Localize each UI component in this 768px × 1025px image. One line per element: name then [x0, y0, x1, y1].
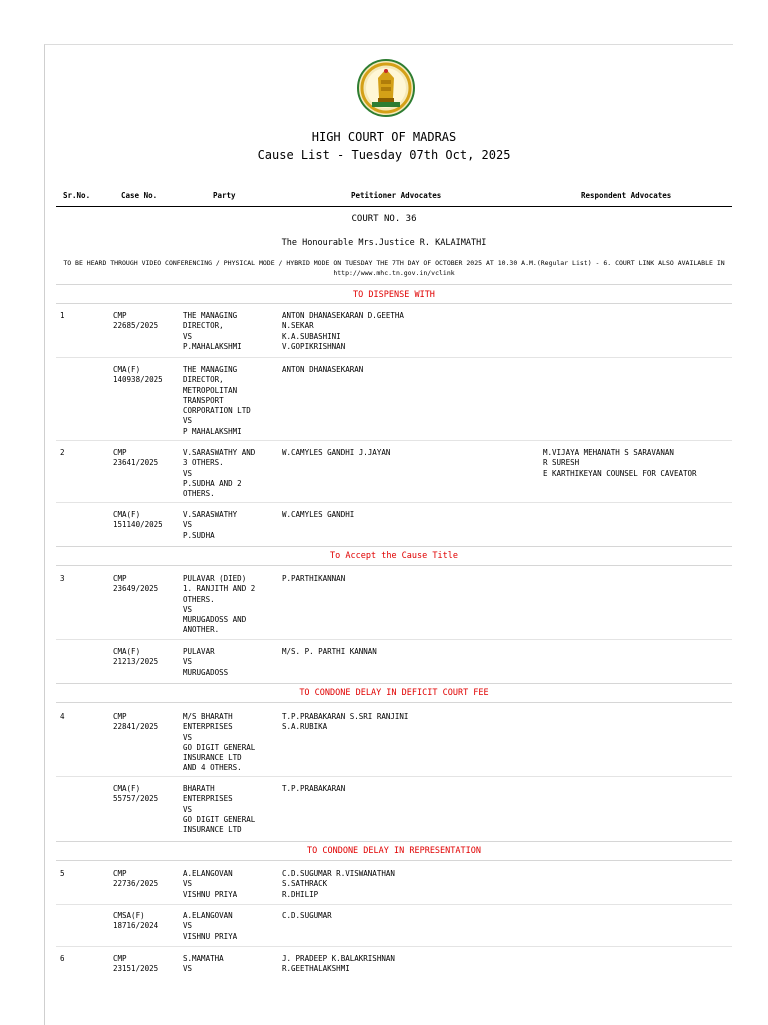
- section-divider: [56, 303, 732, 304]
- row-divider: [56, 440, 732, 441]
- case-number: CMA(F) 140938/2025: [113, 365, 163, 385]
- case-petitioner-advocates: T.P.PRABAKARAN S.SRI RANJINI S.A.RUBIKA: [282, 712, 409, 732]
- column-header-petitioner-advocates: Petitioner Advocates: [351, 191, 442, 200]
- cause-list-title: Cause List - Tuesday 07th Oct, 2025: [257, 148, 511, 162]
- case-petitioner-advocates: ANTON DHANASEKARAN: [282, 365, 364, 374]
- case-number: CMP 23151/2025: [113, 954, 159, 974]
- case-number: CMP 22685/2025: [113, 311, 159, 331]
- case-petitioner-advocates: M/S. P. PARTHI KANNAN: [282, 647, 377, 656]
- case-petitioner-advocates: P.PARTHIKANNAN: [282, 574, 346, 583]
- row-divider: [56, 357, 732, 358]
- case-number: CMA(F) 21213/2025: [113, 647, 159, 667]
- case-party: A.ELANGOVAN VS VISHNU PRIYA: [183, 911, 238, 941]
- case-petitioner-advocates: ANTON DHANASEKARAN D.GEETHA N.SEKAR K.A.SUBASHINI V.GOPIKRISHNAN: [282, 311, 404, 351]
- case-party: V.SARASWATHY AND 3 OTHERS. VS P.SUDHA AND 2 OTHERS.: [183, 448, 256, 499]
- court-number: COURT NO. 36: [351, 214, 417, 224]
- row-divider: [56, 946, 732, 947]
- case-number: CMP 23641/2025: [113, 448, 159, 468]
- case-number: CMP 22736/2025: [113, 869, 159, 889]
- section-title-deficit-court-fee: TO CONDONE DELAY IN DEFICIT COURT FEE: [299, 688, 489, 698]
- court-name: HIGH COURT OF MADRAS: [311, 130, 457, 144]
- case-number: CMP 23649/2025: [113, 574, 159, 594]
- case-party: BHARATH ENTERPRISES VS GO DIGIT GENERAL INSURANCE LTD: [183, 784, 256, 835]
- column-header-case-no: Case No.: [121, 191, 158, 200]
- row-divider: [56, 639, 732, 640]
- case-sr-no: 4: [60, 712, 65, 721]
- case-number: CMP 22841/2025: [113, 712, 159, 732]
- case-sr-no: 3: [60, 574, 65, 583]
- case-party: PULAVAR VS MURUGADOSS: [183, 647, 229, 677]
- case-party: V.SARASWATHY VS P.SUDHA: [183, 510, 238, 540]
- section-divider: [56, 546, 732, 547]
- case-number: CMA(F) 151140/2025: [113, 510, 163, 530]
- section-title-dispense: TO DISPENSE WITH: [353, 290, 435, 300]
- case-party: A.ELANGOVAN VS VISHNU PRIYA: [183, 869, 238, 899]
- judge-name: The Honourable Mrs.Justice R. KALAIMATHI: [281, 238, 487, 248]
- case-petitioner-advocates: T.P.PRABAKARAN: [282, 784, 346, 793]
- case-petitioner-advocates: C.D.SUGUMAR: [282, 911, 332, 920]
- case-party: THE MANAGING DIRECTOR, VS P.MAHALAKSHMI: [183, 311, 242, 351]
- column-header-respondent-advocates: Respondent Advocates: [581, 191, 672, 200]
- section-divider: [56, 284, 732, 285]
- column-header-party: Party: [213, 191, 236, 200]
- case-respondent-advocates: M.VIJAYA MEHANATH S SARAVANAN R SURESH E KARTHIKEYAN COUNSEL FOR CAVEATOR: [543, 448, 697, 478]
- row-divider: [56, 502, 732, 503]
- section-title-cause-title: To Accept the Cause Title: [330, 551, 458, 561]
- case-sr-no: 1: [60, 311, 65, 320]
- case-petitioner-advocates: W.CAMYLES GANDHI J.JAYAN: [282, 448, 391, 457]
- case-petitioner-advocates: W.CAMYLES GANDHI: [282, 510, 355, 519]
- vc-notice: TO BE HEARD THROUGH VIDEO CONFERENCING / PHYSICAL MODE / HYBRID MODE ON TUESDAY THE 7TH DAY OF OCTOBER 2025 AT 10.30 A.M.(Regular List) - 6. COURT LINK ALSO AVAILABLE IN http://www.mhc.tn.gov.in/vclink: [63, 259, 725, 277]
- section-divider: [56, 683, 732, 684]
- row-divider: [56, 776, 732, 777]
- case-petitioner-advocates: J. PRADEEP K.BALAKRISHNAN R.GEETHALAKSHMI: [282, 954, 395, 974]
- case-sr-no: 6: [60, 954, 65, 963]
- section-divider: [56, 841, 732, 842]
- case-number: CMSA(F) 18716/2024: [113, 911, 159, 931]
- case-petitioner-advocates: C.D.SUGUMAR R.VISWANATHAN S.SATHRACK R.DHILIP: [282, 869, 395, 899]
- case-number: CMA(F) 55757/2025: [113, 784, 159, 804]
- case-party: S.MAMATHA VS: [183, 954, 224, 974]
- section-divider: [56, 565, 732, 566]
- tamil-nadu-emblem-icon: [356, 58, 416, 118]
- section-title-representation: TO CONDONE DELAY IN REPRESENTATION: [307, 846, 481, 856]
- section-divider: [56, 702, 732, 703]
- case-sr-no: 5: [60, 869, 65, 878]
- column-header-sr-no: Sr.No.: [63, 191, 91, 200]
- case-party: PULAVAR (DIED) 1. RANJITH AND 2 OTHERS. VS MURUGADOSS AND ANOTHER.: [183, 574, 256, 635]
- case-sr-no: 2: [60, 448, 65, 457]
- case-party: M/S BHARATH ENTERPRISES VS GO DIGIT GENERAL INSURANCE LTD AND 4 OTHERS.: [183, 712, 256, 773]
- case-party: THE MANAGING DIRECTOR, METROPOLITAN TRANSPORT CORPORATION LTD VS P MAHALAKSHMI: [183, 365, 251, 436]
- row-divider: [56, 904, 732, 905]
- section-divider: [56, 860, 732, 861]
- header-rule: [56, 206, 732, 207]
